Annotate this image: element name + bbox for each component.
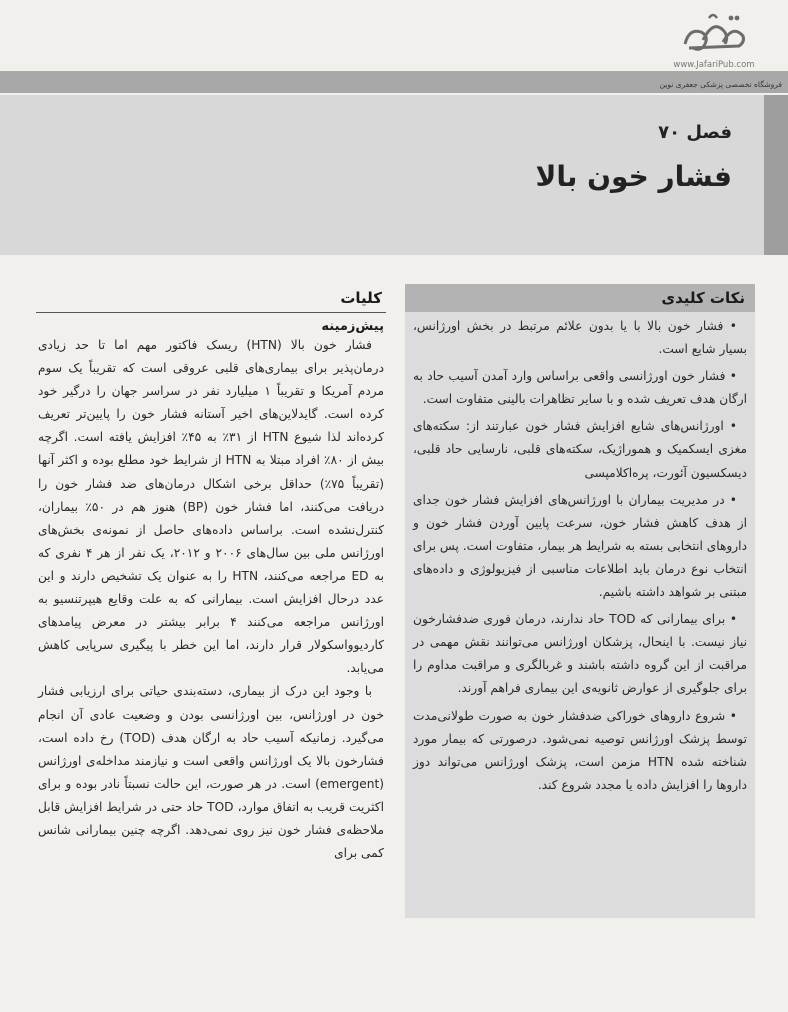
key-points-list — [405, 312, 755, 797]
key-point-item: • برای بیمارانی که TOD حاد ندارند، درمان فوری ضدفشارخون نیاز نیست. با اینحال، پزشکان اورژانس می‌توانند نقش مهمی در مراقبت از این گروه داشته باشند و غربالگری و مراقبت مداوم را برای جلوگیری از عوارض ثانویه‌ی این بیماری فراهم آورند. — [413, 612, 747, 696]
chapter-title: فشار خون بالا — [535, 160, 732, 193]
publisher-logo-icon — [679, 10, 749, 62]
publisher-url: www.JafariPub.com — [673, 60, 755, 70]
publisher-logo — [652, 10, 776, 88]
chapter-banner-edge — [764, 95, 788, 255]
overview-paragraph: با وجود این درک از بیماری، دسته‌بندی حیاتی برای ارزیابی فشار خون در اورژانس، بین اورژانسی بودن و وضعیت عادی آن انجام می‌گیرد. زمانیکه آسیب حاد به ارگان هدف (TOD) رخ داده است، فشارخون بالا یک اورژانس واقعی است و نیازمند مداخله‌ی اورژانس (emergent) است. در هر صورت، این حالت نسبتاً نادر بوده و برای اکثریت قریب به اتفاق موارد، TOD حاد حتی در شرایط افزایش قابل ملاحظه‌ی فشار خون نیز روی نمی‌دهد. اگرچه چنین بیمارانی شانس کمی برای — [38, 684, 384, 861]
key-points-box — [405, 284, 755, 918]
overview-title: کلیات — [36, 284, 386, 313]
store-name: فروشگاه تخصصی پزشکی جعفری نوین — [659, 80, 782, 89]
key-point-item: • شروع داروهای خوراکی ضدفشار خون به صورت طولانی‌مدت توسط پزشک اورژانس توصیه نمی‌شود. درصورتی که بیمار مورد شناخته شده HTN مزمن است، پزشک اورژانس می‌تواند دوز داروها را افزایش داده یا مجدد شروع کند. — [413, 708, 747, 792]
overview-section — [36, 284, 386, 984]
overview-body — [36, 334, 386, 865]
key-point-item: • فشار خون بالا با یا بدون علائم مرتبط در بخش اورژانس، بسیار شایع است. — [413, 319, 747, 357]
key-point-item: • در مدیریت بیماران با اورژانس‌های افزایش فشار خون جدای از هدف کاهش فشار خون، سرعت پایین آوردن فشار خون و داروهای انتخابی بسته به شرایط هر بیمار، متفاوت است. پس برای انتخاب نوع درمان باید اطلاعات مناسبی از فیزیولوژی و داده‌های مبتنی بر شواهد داشته باشیم. — [413, 492, 747, 600]
key-point-item: • فشار خون اورژانسی واقعی براساس وارد آمدن آسیب حاد به ارگان هدف تعریف شده و با سایر تظاهرات بالینی متفاوت است. — [413, 369, 747, 407]
background-subtitle: پیش‌زمینه — [321, 319, 384, 334]
chapter-number: فصل ۷۰ — [658, 122, 732, 143]
key-point-item: • اورژانس‌های شایع افزایش فشار خون عبارتند از: سکته‌های مغزی ایسکمیک و هموراژیک، سکته‌های قلبی، نارسایی حاد قلبی، دیسکسیون آئورت، پره‌اکلامپسی — [413, 419, 747, 480]
overview-paragraph: فشار خون بالا (HTN) ریسک فاکتور مهم اما تا حد زیادی درمان‌پذیر برای بیماری‌های قلبی عروقی است که تقریباً یک سوم مردم آمریکا و تقریباً ۱ میلیارد نفر در سراسر جهان را درگیر خود کرده است. گایدلاین‌های اخیر آستانه فشار خون را پایین‌تر تعریف کرده‌اند لذا شیوع HTN از ۳۱٪ به ۴۵٪ افزایش یافته است. اگرچه بیش از ۸۰٪ افراد مبتلا به HTN از شرایط خود مطلع بوده و اکثر آنها (تقریباً ۷۵٪) حداقل برخی اشکال درمان‌های ضد فشار خون را دریافت می‌کنند، اما فشار خون (BP) هنوز هم در ۵۰٪ بیماران، کنترل‌نشده است. براساس داده‌های حاصل از نمونه‌ی بخش‌های اورژانس ملی بین سال‌های ۲۰۰۶ و ۲۰۱۲، یک نفر از هر ۴ نفری که به ED مراجعه می‌کنند، HTN را به عنوان یک تشخیص دارند و این عدد درحال افزایش است. بیمارانی که به علت وقایع هیپرتنسیو به اورژانس مراجعه می‌کنند ۴ برابر بیشتر در معرض پیامدهای کاردیوواسکولار قرار دارند، اما این خطر با پیگیری سرپایی کاهش می‌یابد. — [38, 338, 385, 676]
key-points-title: نکات کلیدی — [405, 284, 755, 312]
